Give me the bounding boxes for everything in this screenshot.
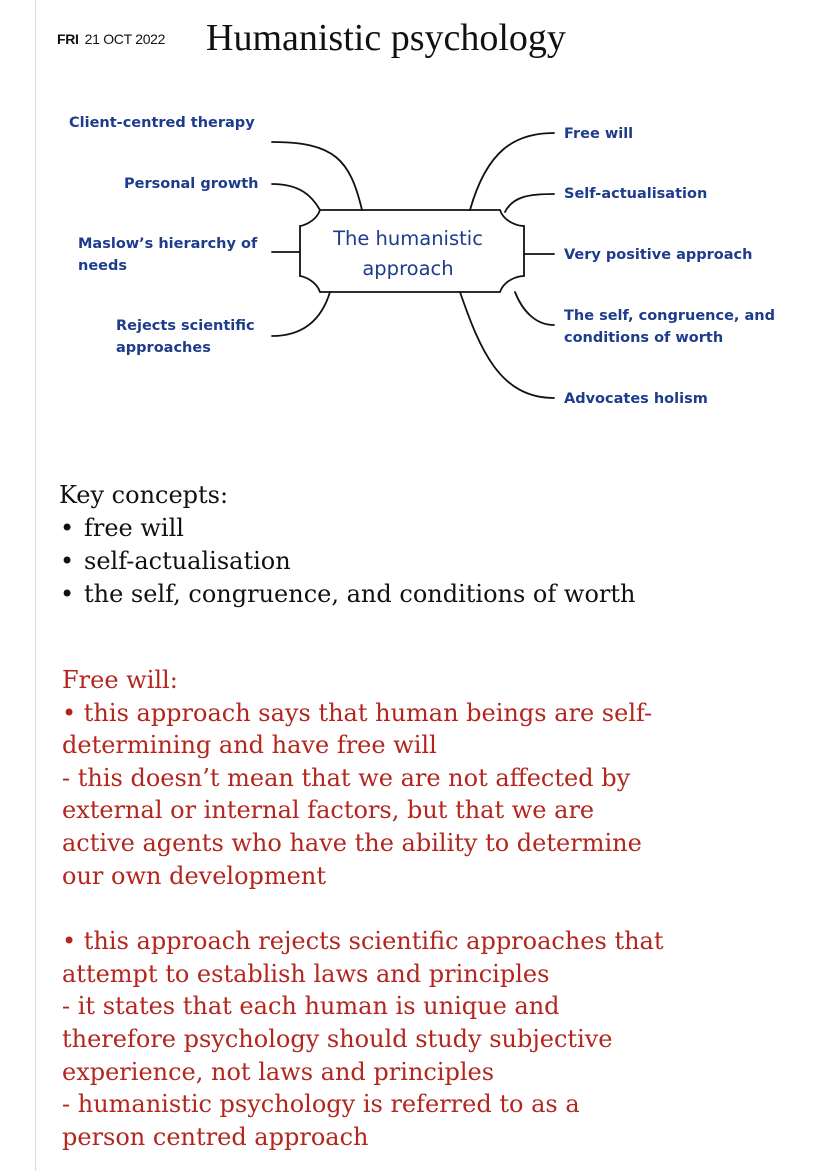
label-client-centred-therapy: Client-centred therapy [69, 115, 255, 131]
label-self-actualisation: Self-actualisation [564, 186, 708, 202]
page-title: Humanistic psychology [206, 17, 566, 59]
branch-self-congruence [515, 292, 554, 325]
note-line: determining and have free will [62, 731, 437, 760]
paragraph-gap [62, 892, 782, 925]
key-concepts-list [59, 512, 635, 611]
label-maslow [78, 233, 257, 277]
label-self-congruence-line-2: conditions of worth [564, 330, 724, 346]
date-text: 21 OCT 2022 [84, 31, 166, 47]
branch-self-actualisation [505, 194, 554, 212]
label-very-positive: Very positive approach [564, 247, 753, 263]
branch-advocates-holism [460, 292, 554, 398]
center-line-2: approach [362, 257, 454, 280]
note-line: attempt to establish laws and principles [62, 959, 550, 988]
list-item: • the self, congruence, and conditions of worth [59, 578, 635, 611]
list-item: • free will [59, 512, 635, 545]
key-concepts-heading: Key concepts: [59, 481, 229, 509]
free-will-heading: Free will: [62, 666, 178, 694]
label-maslow-line-1: Maslow’s hierarchy of [78, 236, 258, 252]
date-day: FRI [57, 31, 79, 47]
note-line: external or internal factors, but that we are [62, 796, 595, 825]
key-concepts [59, 479, 635, 611]
branch-personal-growth [272, 184, 320, 210]
label-maslow-line-2: needs [78, 258, 128, 274]
branch-rejects-scientific [272, 292, 330, 336]
label-personal-growth: Personal growth [124, 176, 259, 192]
label-rejects-scientific-line-1: Rejects scientific [116, 318, 255, 334]
note-line: therefore psychology should study subjective [62, 1024, 613, 1053]
label-rejects-scientific-line-2: approaches [116, 340, 211, 356]
note-line: - it states that each human is unique and [62, 992, 560, 1021]
label-advocates-holism: Advocates holism [564, 391, 708, 407]
branch-client-centred-therapy [272, 142, 362, 210]
note-line: • this approach says that human beings are self- [62, 698, 653, 727]
note-line: person centred approach [62, 1122, 369, 1151]
note-line: - this doesn’t mean that we are not affected by [62, 763, 631, 792]
mind-map-center [300, 224, 516, 284]
label-free-will: Free will [564, 126, 634, 142]
note-line: experience, not laws and principles [62, 1057, 495, 1086]
note-line: our own development [62, 861, 326, 890]
center-line-1: The humanistic [333, 227, 483, 250]
mind-map [0, 0, 828, 470]
branch-free-will [470, 133, 554, 210]
label-self-congruence [564, 305, 775, 349]
label-self-congruence-line-1: The self, congruence, and [564, 308, 775, 324]
note-line: active agents who have the ability to determine [62, 828, 642, 857]
list-item: • self-actualisation [59, 545, 635, 578]
note-line: • this approach rejects scientific approaches that [62, 927, 664, 956]
note-line: - humanistic psychology is referred to as a [62, 1090, 580, 1119]
free-will-notes [62, 664, 782, 1153]
label-rejects-scientific [116, 315, 255, 359]
